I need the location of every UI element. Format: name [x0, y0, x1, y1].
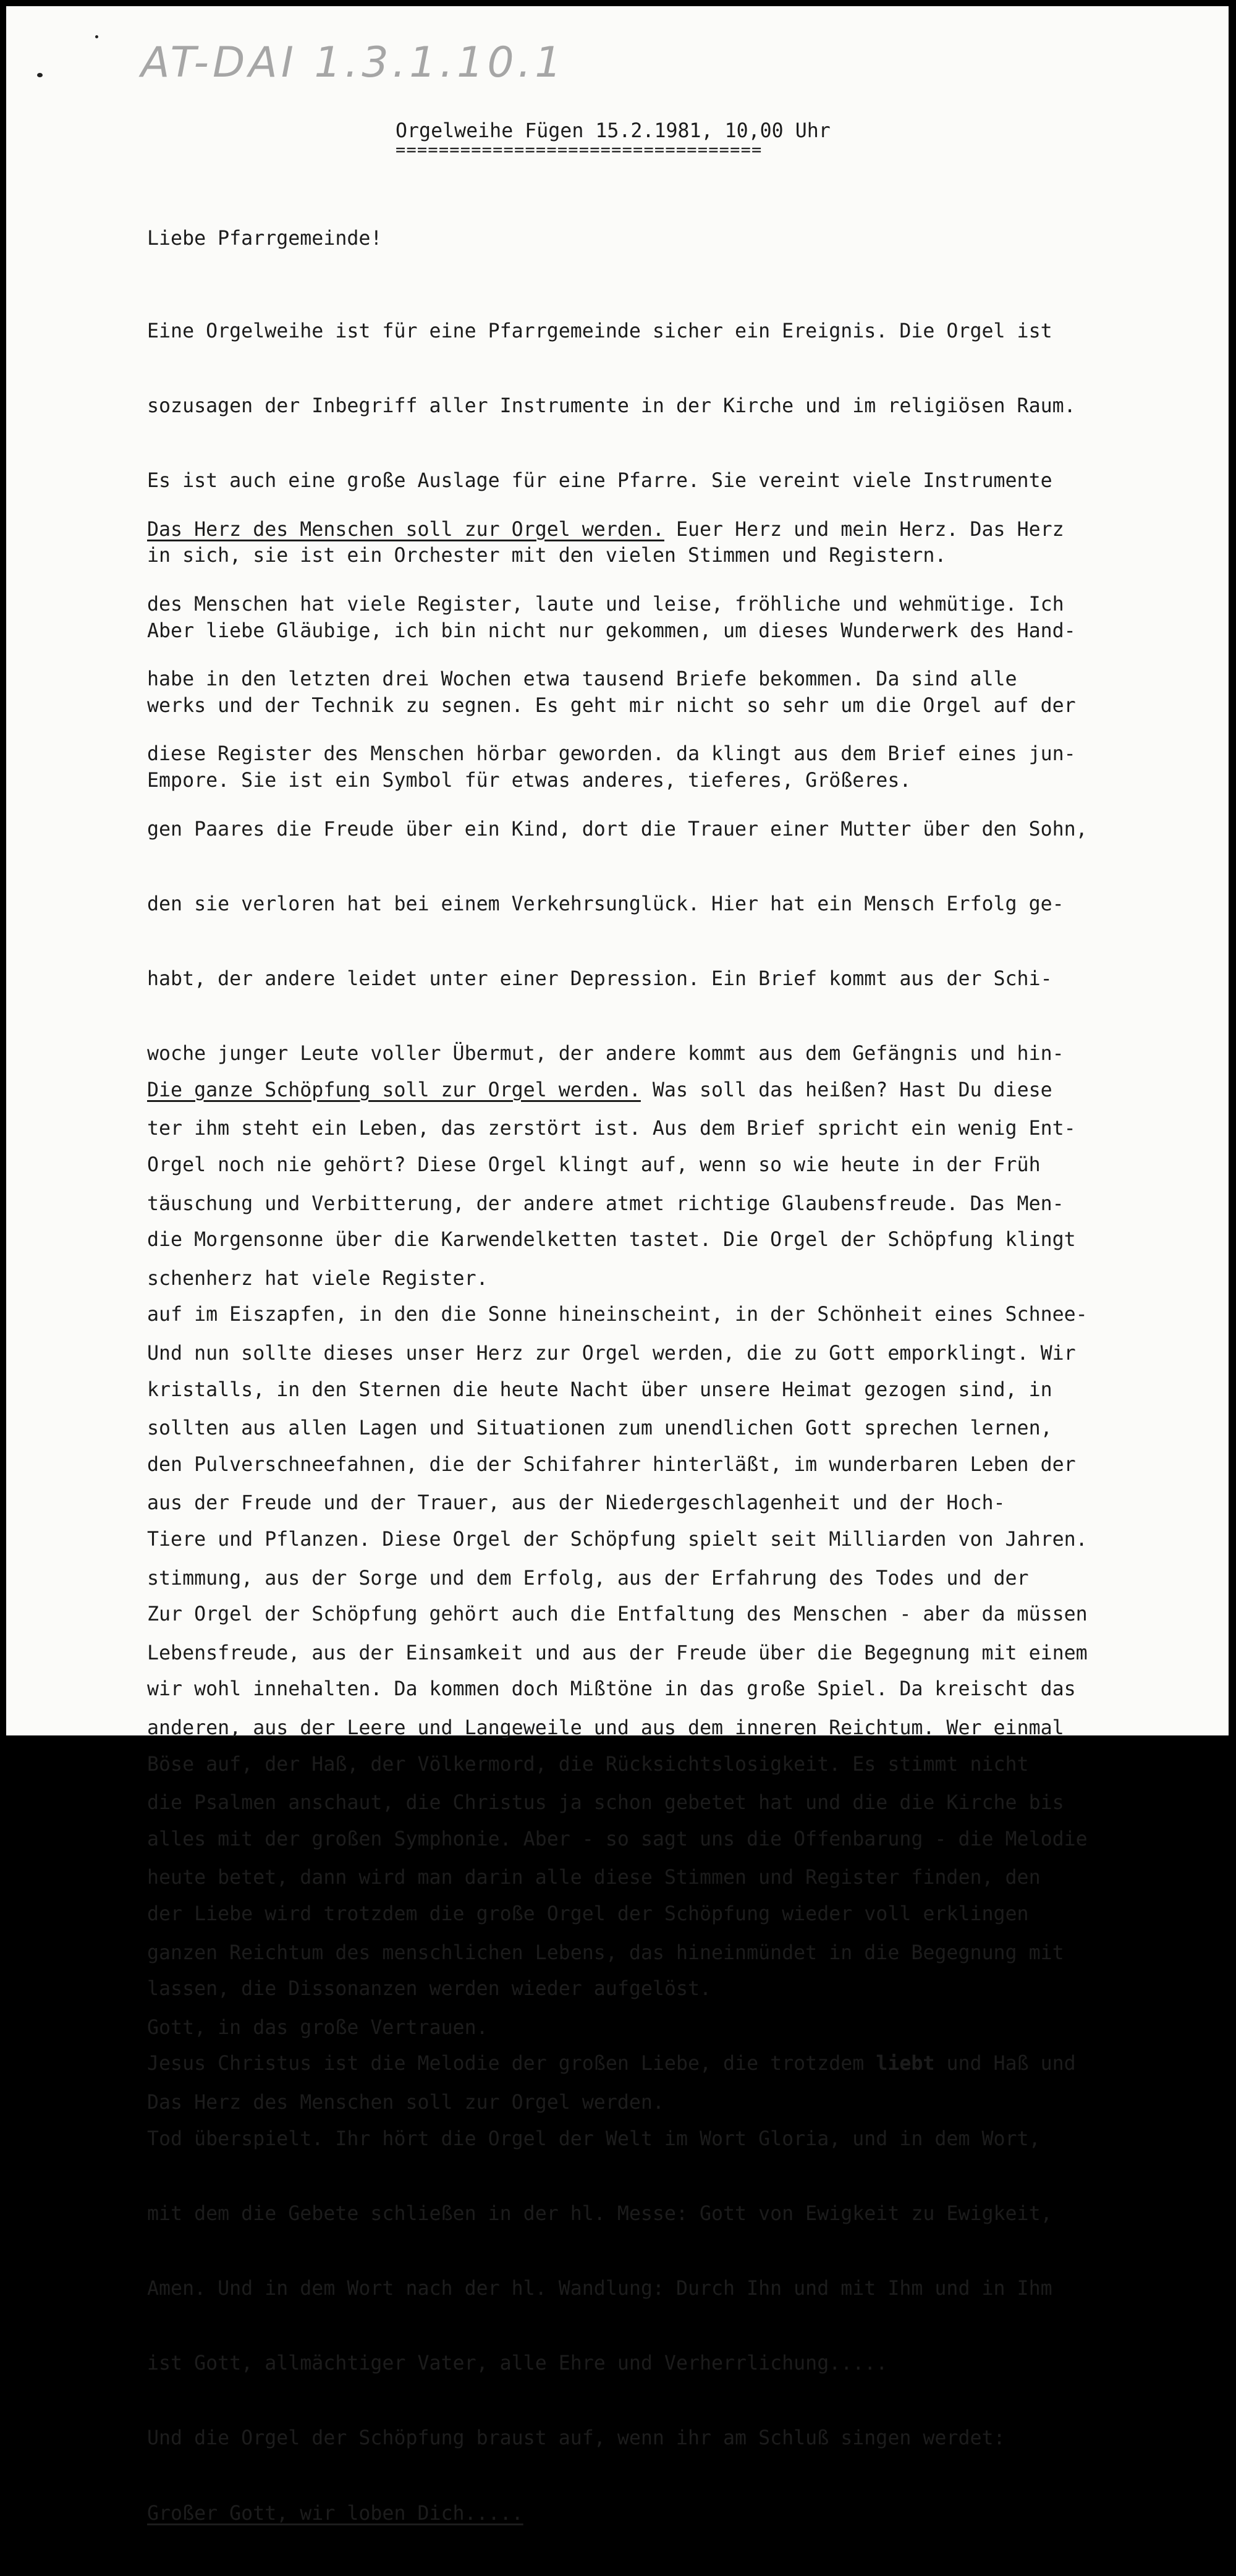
text-line: täuschung und Verbitterung, der andere atmet richtige Glaubensfreude. Das Men- — [147, 1192, 1064, 1215]
text-line: auf im Eiszapfen, in den die Sonne hineinscheint, in der Schönheit eines Schnee- — [147, 1303, 1088, 1326]
text-line: wir wohl innehalten. Da kommen doch Mißtöne in das große Spiel. Da kreischt das — [147, 1678, 1076, 1701]
text-line: mit dem die Gebete schließen in der hl. Messe: Gott von Ewigkeit zu Ewigkeit, — [147, 2202, 1052, 2225]
text-line: den sie verloren hat bei einem Verkehrsunglück. Hier hat ein Mensch Erfolg ge- — [147, 892, 1064, 915]
document-title: Orgelweihe Fügen 15.2.1981, 10,00 Uhr — [396, 120, 831, 142]
text-line: kristalls, in den Sternen die heute Nacht über unsere Heimat gezogen sind, in — [147, 1378, 1052, 1401]
text-line: lassen, die Dissonanzen werden wieder aufgelöst. — [147, 1978, 712, 2001]
text-line: Gott, in das große Vertrauen. — [147, 2016, 488, 2039]
text-line: gen Paares die Freude über ein Kind, dort die Trauer einer Mutter über den Sohn, — [147, 818, 1088, 841]
text-line: die Morgensonne über die Karwendelketten tastet. Die Orgel der Schöpfung klingt — [147, 1229, 1076, 1252]
text-line: alles mit der großen Symphonie. Aber - so sagt uns die Offenbarung - die Melodie — [147, 1828, 1088, 1850]
paragraph-3 — [147, 1028, 1161, 2576]
text-line: Tod überspielt. Ihr hört die Orgel der Welt im Wort Gloria, und in dem Wort, — [147, 2127, 1041, 2150]
text-line: diese Register des Menschen hörbar geworden. da klingt aus dem Brief eines jun- — [147, 743, 1076, 766]
text-line: Aber liebe Gläubige, ich bin nicht nur gekommen, um dieses Wunderwerk des Hand- — [147, 619, 1076, 642]
text-line: aus der Freude und der Trauer, aus der Niedergeschlagenheit und der Hoch- — [147, 1492, 1005, 1515]
text-line: schenherz hat viele Register. — [147, 1267, 488, 1290]
ink-speck — [95, 35, 98, 38]
text-line: die Psalmen anschaut, die Christus ja schon gebetet hat und die die Kirche bis — [147, 1792, 1064, 1815]
text-line: ter ihm steht ein Leben, das zerstört ist. Aus dem Brief spricht ein wenig Ent- — [147, 1117, 1076, 1140]
closing-hymn: Großer Gott, wir loben Dich..... — [147, 2502, 523, 2525]
text-line: werks und der Technik zu segnen. Es geht mir nicht so sehr um die Orgel auf der — [147, 694, 1076, 717]
text-line: in sich, sie ist ein Orchester mit den vielen Stimmen und Registern. — [147, 544, 947, 567]
text-line: anderen, aus der Leere und Langeweile und aus dem inneren Reichtum. Wer einmal — [147, 1717, 1064, 1740]
text-line: sozusagen der Inbegriff aller Instrumente in der Kirche und im religiösen Raum. — [147, 395, 1076, 418]
text-line: Tiere und Pflanzen. Diese Orgel der Schöpfung spielt seit Milliarden von Jahren. — [147, 1528, 1088, 1551]
text-line: habt, der andere leidet unter einer Depression. Ein Brief kommt aus der Schi- — [147, 968, 1052, 991]
text-line: ganzen Reichtum des menschlichen Lebens, das hineinmündet in die Begegnung mit — [147, 1941, 1064, 1964]
heading-line — [147, 1078, 1161, 1103]
text-line: Lebensfreude, aus der Einsamkeit und aus der Freude über die Begegnung mit einem — [147, 1642, 1088, 1664]
text-line: des Menschen hat viele Register, laute und leise, fröhliche und wehmütige. Ich — [147, 593, 1064, 616]
emphasized-word: liebt — [876, 2053, 935, 2075]
heading-line — [147, 517, 1161, 542]
salutation: Liebe Pfarrgemeinde! — [147, 227, 383, 250]
text-segment: Jesus Christus ist die Melodie der großen Liebe, die trotzdem — [147, 2053, 876, 2075]
text-line — [147, 2051, 1161, 2076]
text-line: Eine Orgelweihe ist für eine Pfarrgemeinde sicher ein Ereignis. Die Orgel ist — [147, 320, 1052, 342]
archive-signature: AT-DAI 1.3.1.10.1 — [141, 38, 565, 87]
text-line: Und die Orgel der Schöpfung braust auf, wenn ihr am Schluß singen werdet: — [147, 2427, 1005, 2450]
document-page — [6, 6, 1229, 2525]
text-line: den Pulverschneefahnen, die der Schifahrer hinterläßt, im wunderbaren Leben der — [147, 1453, 1076, 1476]
section-heading-heart: Das Herz des Menschen soll zur Orgel werden. — [147, 518, 664, 541]
text-line: Amen. Und in dem Wort nach der hl. Wandlung: Durch Ihn und mit Ihm und in Ihm — [147, 2277, 1052, 2300]
ink-speck — [37, 73, 43, 77]
text-line: Das Herz des Menschen soll zur Orgel werden. — [147, 2091, 664, 2114]
heading-continuation: Was soll das heißen? Hast Du diese — [640, 1078, 1052, 1101]
text-line: Zur Orgel der Schöpfung gehört auch die Entfaltung des Menschen - aber da müssen — [147, 1603, 1088, 1626]
text-line: woche junger Leute voller Übermut, der andere kommt aus dem Gefängnis und hin- — [147, 1043, 1064, 1066]
text-line: Empore. Sie ist ein Symbol für etwas anderes, tieferes, Größeres. — [147, 769, 912, 792]
text-line: Und nun sollte dieses unser Herz zur Orgel werden, die zu Gott emporklingt. Wir — [147, 1342, 1076, 1365]
text-line: der Liebe wird trotzdem die große Orgel der Schöpfung wieder voll erklingen — [147, 1903, 1029, 1926]
text-line: ist Gott, allmächtiger Vater, alle Ehre und Verherrlichung..... — [147, 2352, 888, 2375]
section-heading-creation: Die ganze Schöpfung soll zur Orgel werden. — [147, 1078, 641, 1101]
text-line: stimmung, aus der Sorge und dem Erfolg, aus der Erfahrung des Todes und der — [147, 1567, 1029, 1590]
text-line: sollten aus allen Lagen und Situationen zum unendlichen Gott sprechen lernen, — [147, 1417, 1052, 1440]
closing-line — [147, 2501, 1161, 2526]
text-line: habe in den letzten drei Wochen etwa tausend Briefe bekommen. Da sind alle — [147, 668, 1017, 691]
title-double-underline: ================================== — [396, 140, 763, 159]
heading-continuation: Euer Herz und mein Herz. Das Herz — [664, 518, 1064, 541]
text-line: Böse auf, der Haß, der Völkermord, die Rücksichtslosigkeit. Es stimmt nicht — [147, 1753, 1029, 1776]
text-line: Es ist auch eine große Auslage für eine Pfarre. Sie vereint viele Instrumente — [147, 470, 1052, 493]
text-line: heute betet, dann wird man darin alle diese Stimmen und Register finden, den — [147, 1866, 1041, 1889]
text-line: Orgel noch nie gehört? Diese Orgel klingt auf, wenn so wie heute in der Früh — [147, 1154, 1041, 1177]
text-segment: und Haß und — [934, 2053, 1076, 2075]
